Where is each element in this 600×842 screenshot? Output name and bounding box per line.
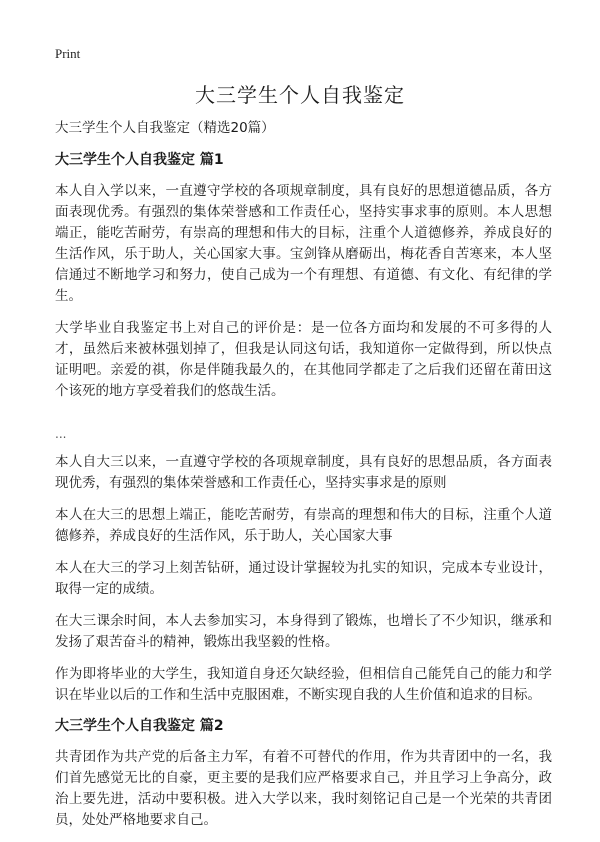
- paragraph: 大学毕业自我鉴定书上对自己的评价是：是一位各方面均和发展的不可多得的人才，虽然后来被林强划掉了，但我是认同这句话，我知道你一定做得到，所以快点证明吧。亲爱的祺，你是伴随我最久的，在其他同学都走了之后我们还留在莆田这个该死的地方享受着我们的悠哉生活。: [55, 320, 552, 399]
- section-heading: 大三学生个人自我鉴定 篇1: [55, 152, 224, 168]
- document-subtitle: 大三学生个人自我鉴定（精选20篇）: [55, 120, 275, 136]
- omission-ellipsis: ...: [55, 427, 67, 441]
- paragraph: 作为即将毕业的大学生，我知道自身还欠缺经验，但相信自己能凭自己的能力和学识在毕业以后的工作和生活中克服困难，不断实现自我的人生价值和追求的目标。: [55, 666, 552, 703]
- document-content: [55, 120, 552, 842]
- paragraph: 本人自大三以来，一直遵守学校的各项规章制度，具有良好的思想品质，各方面表现优秀，有强烈的集体荣誉感和工作责任心，坚持实事求是的原则: [55, 454, 552, 491]
- section-heading: 大三学生个人自我鉴定 篇2: [55, 718, 224, 734]
- print-link[interactable]: Print: [55, 46, 81, 61]
- paragraph: 共青团作为共产党的后备主力军，有着不可替代的作用，作为共青团中的一名，我们首先感觉无比的自豪，更主要的是我们应严格要求自己，并且学习上争高分，政治上要先进，活动中要积极。进入大学以来，我时刻铭记自己是一个光荣的共青团员，处处严格地要求自己。: [55, 749, 552, 828]
- paragraph: 本人在大三的思想上端正，能吃苦耐劳，有崇高的理想和伟大的目标，注重个人道德修养，养成良好的生活作风，乐于助人，关心国家大事: [55, 507, 552, 544]
- paragraph: 本人自入学以来，一直遵守学校的各项规章制度，具有良好的思想道德品质，各方面表现优秀。有强烈的集体荣誉感和工作责任心，坚持实事求事的原则。本人思想端正，能吃苦耐劳，有崇高的理想和伟大的目标，注重个人道德修养，养成良好的生活作风，乐于助人，关心国家大事。宝剑锋从磨砺出，梅花香自苦寒来，本人坚信通过不断地学习和努力，使自己成为一个有理想、有道德、有文化、有纪律的学生。: [55, 183, 552, 304]
- paragraph: 在大三课余时间，本人去参加实习，本身得到了锻炼，也增长了不少知识，继承和发扬了艰苦奋斗的精神，锻炼出我坚毅的性格。: [55, 613, 552, 650]
- paragraph: 本人在大三的学习上刻苦钻研，通过设计掌握较为扎实的知识，完成本专业设计，取得一定的成绩。: [55, 560, 552, 597]
- section-2: [55, 717, 552, 831]
- document-title: 大三学生个人自我鉴定: [195, 83, 405, 107]
- section-1: [55, 151, 552, 706]
